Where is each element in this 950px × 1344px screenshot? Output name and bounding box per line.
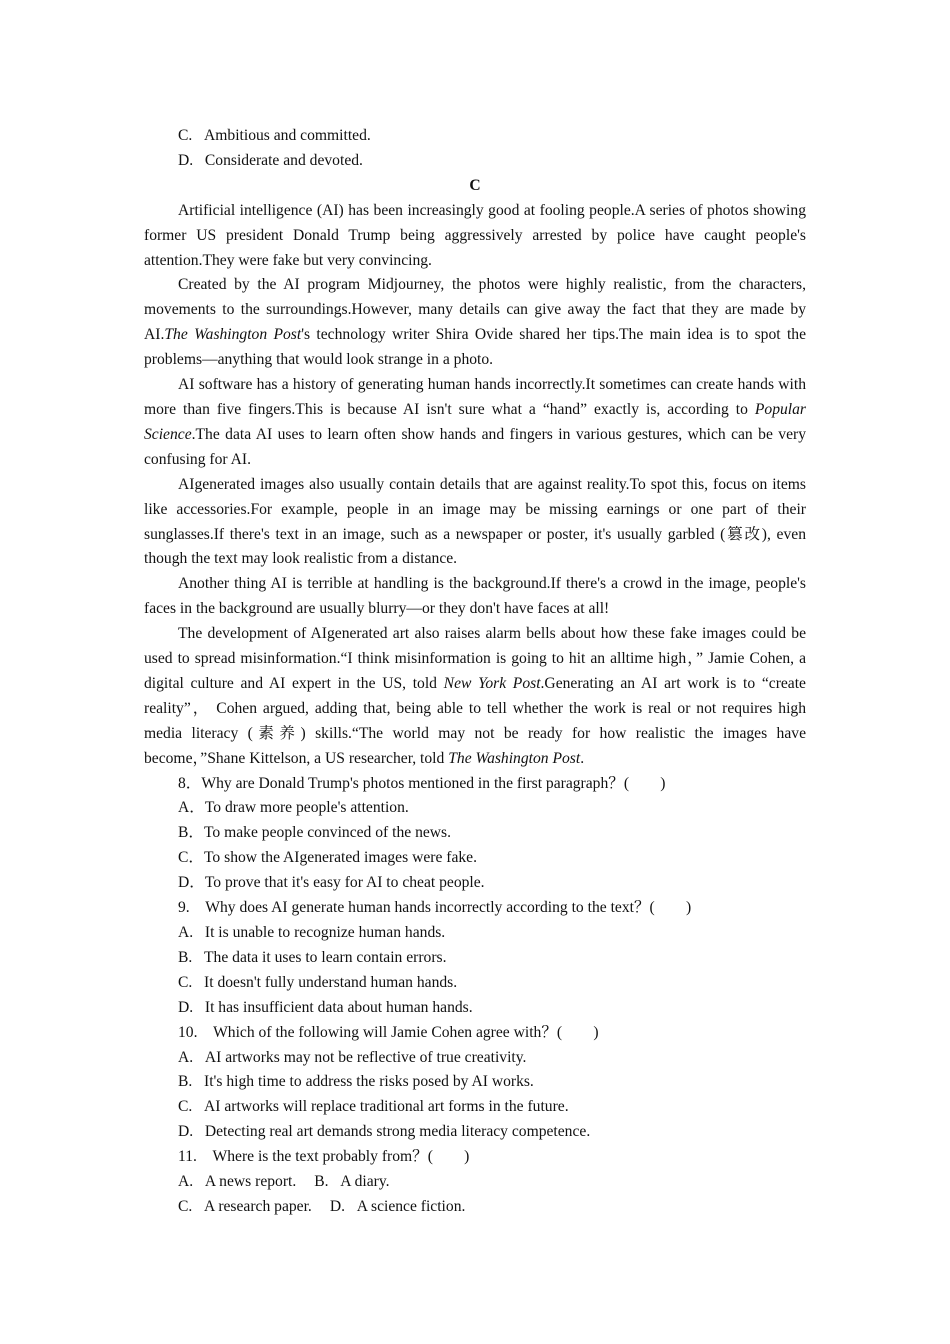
- passage-paragraph-3: [144, 373, 806, 473]
- option-text: The data it uses to learn contain errors.: [204, 948, 447, 966]
- option-text: A diary.: [340, 1173, 390, 1191]
- option-label: A.: [178, 1048, 194, 1066]
- option-label: D.: [329, 1197, 345, 1215]
- option-label: D.: [178, 151, 194, 169]
- question-11-option-b[interactable]: [314, 1173, 389, 1190]
- option-text: AI artworks will replace traditional art forms in the future.: [204, 1098, 569, 1116]
- option-label: B．: [178, 824, 204, 842]
- option-label: B.: [178, 948, 193, 966]
- question-8-option-c[interactable]: [144, 846, 806, 871]
- option-text: Considerate and devoted.: [204, 151, 363, 169]
- option-text: To show the AIgenerated images were fake.: [204, 849, 477, 867]
- question-10-option-d[interactable]: [144, 1120, 806, 1145]
- option-label: A.: [178, 924, 194, 941]
- question-8-option-b[interactable]: [144, 821, 806, 846]
- option-label: D.: [178, 998, 194, 1016]
- option-text: It's high time to address the risks posed by AI works.: [204, 1073, 534, 1091]
- question-9-option-d[interactable]: [144, 996, 806, 1021]
- option-label: B.: [314, 1173, 329, 1191]
- text-run: Created by the AI program Midjourney, the photos were highly realistic, from the characters, movements to the surroundings.However, many details can give away the fact that they are made by AI.: [144, 276, 806, 344]
- option-text: To draw more people's attention.: [204, 799, 409, 817]
- text-run: .: [580, 749, 585, 767]
- passage-paragraph-5: Another thing AI is terrible at handling is the background.If there's a crowd in the image, people's faces in the background are usually blurry—or they don't have faces at all!: [144, 575, 806, 618]
- question-8-stem: 8．Why are Donald Trump's photos mentioned in the first paragraph？( ): [178, 774, 666, 792]
- text-run: The development of AIgenerated art also raises alarm bells about how these fake images could be used to spread misinformation.“I think misinformation is going to hit an alltime high，” Jamie Cohen, a digital culture and AI expert in the US, told: [144, 625, 806, 692]
- question-8-option-d[interactable]: [144, 871, 806, 896]
- passage-paragraph-6: [144, 622, 806, 771]
- option-text: It is unable to recognize human hands.: [204, 924, 446, 941]
- question-11-option-c[interactable]: [178, 1198, 312, 1215]
- option-label: C.: [178, 1197, 193, 1215]
- publication-title: Popular Science: [144, 400, 806, 443]
- option-label: C．: [178, 849, 204, 867]
- question-10-option-a[interactable]: [144, 1046, 806, 1071]
- prev-option-d: [144, 149, 806, 174]
- option-label: D．: [178, 874, 205, 892]
- text-run: AI software has a history of generating human hands incorrectly.It sometimes can create hands with more than five fingers.This is because AI isn't sure what a “hand” exactly is, according to: [144, 376, 806, 418]
- question-10-option-b[interactable]: [144, 1070, 806, 1095]
- prev-option-c: [144, 124, 806, 149]
- section-title: C: [469, 176, 481, 194]
- publication-title: New York Post: [443, 674, 541, 692]
- question-11-options-row-1: [144, 1170, 806, 1195]
- text-run: 's technology writer Shira Ovide shared her tips.The main idea is to spot the problems—anything that would look strange in a photo.: [144, 326, 806, 369]
- option-label: B.: [178, 1073, 193, 1091]
- text-run: .Generating an AI art work is to “create reality”， Cohen argued, adding that, being able to tell whether the work is real or not requires high media literacy (素养) skills.“The world may not be ready for how realistic the images have become，”Shane Kittelson, a US researcher, told: [144, 674, 806, 767]
- option-text: It doesn't fully understand human hands.: [204, 973, 458, 991]
- passage-paragraph-2: [144, 273, 806, 373]
- question-11-stem: 11. Where is the text probably from？( ): [178, 1148, 470, 1166]
- option-text: A news report.: [204, 1173, 297, 1191]
- option-label: D.: [178, 1123, 194, 1141]
- option-label: C.: [178, 1098, 193, 1116]
- option-text: To make people convinced of the news.: [204, 824, 452, 842]
- question-9-option-c[interactable]: [144, 971, 806, 996]
- option-label: A．: [178, 799, 205, 817]
- option-text: A science fiction.: [356, 1197, 466, 1215]
- question-9-stem: 9. Why does AI generate human hands incorrectly according to the text？( ): [178, 899, 692, 917]
- text-run: .The data AI uses to learn often show hands and fingers in various gestures, which can be very confusing for AI.: [144, 425, 806, 468]
- publication-title: The Washington Post: [448, 749, 581, 767]
- question-11-options-row-2: [144, 1195, 806, 1220]
- question-11-option-a[interactable]: [178, 1173, 296, 1190]
- passage-paragraph-1: Artificial intelligence (AI) has been increasingly good at fooling people.A series of photos showing former US president Donald Trump being aggressively arrested by police have caught people's attention.They were fake but very convincing.: [144, 201, 806, 269]
- option-text: Ambitious and committed.: [204, 127, 371, 144]
- question-8-option-a[interactable]: [144, 796, 806, 821]
- publication-title: The Washington Post: [164, 326, 302, 344]
- option-label: C.: [178, 127, 193, 144]
- question-11-option-d[interactable]: [330, 1198, 466, 1215]
- question-9-option-b[interactable]: [144, 946, 806, 971]
- option-text: To prove that it's easy for AI to cheat people.: [204, 874, 485, 892]
- question-9-option-a[interactable]: [144, 921, 806, 946]
- option-text: A research paper.: [204, 1197, 312, 1215]
- option-text: AI artworks may not be reflective of true creativity.: [204, 1048, 527, 1066]
- option-label: C.: [178, 973, 193, 991]
- passage-paragraph-4: AIgenerated images also usually contain details that are against reality.To spot this, focus on items like accessories.For example, people in an image may be missing earnings or one part of their sunglasses.If there's text in an image, such as a newspaper or poster, it's usually garbled (篡改), even though the text may look realistic from a distance.: [144, 475, 806, 568]
- option-text: It has insufficient data about human hands.: [204, 998, 473, 1016]
- question-10-stem: 10. Which of the following will Jamie Cohen agree with？( ): [178, 1023, 599, 1041]
- option-text: Detecting real art demands strong media literacy competence.: [204, 1123, 591, 1141]
- option-label: A.: [178, 1173, 194, 1191]
- question-10-option-c[interactable]: [144, 1095, 806, 1120]
- document-page: [144, 124, 806, 1220]
